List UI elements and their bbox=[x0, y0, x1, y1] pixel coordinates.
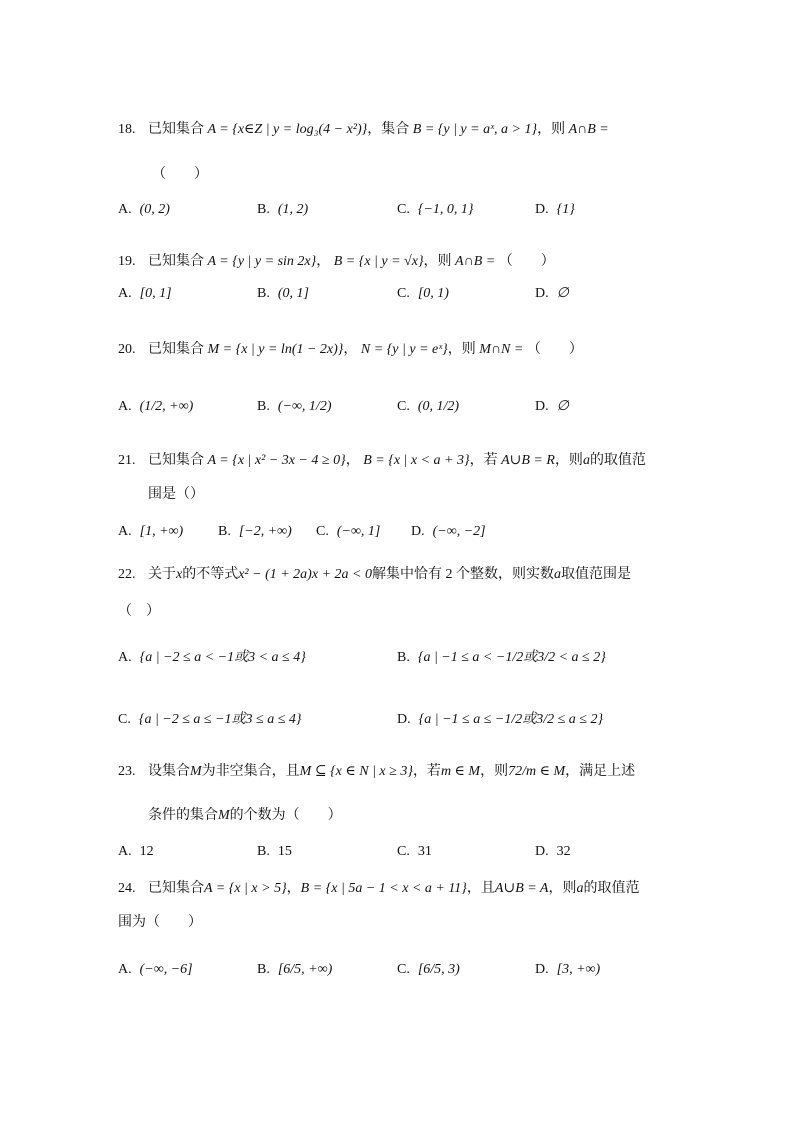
q23-option-b[interactable] bbox=[257, 842, 292, 862]
q19-option-a[interactable] bbox=[118, 284, 172, 304]
q18-option-c[interactable] bbox=[397, 200, 474, 220]
q18-set-b: B = {y | y = aˣ, a > 1} bbox=[412, 122, 538, 137]
option-value: [6/5, 3) bbox=[417, 962, 460, 977]
q24-end2: 围为（ ） bbox=[118, 915, 202, 930]
q24-sep: ， bbox=[286, 881, 301, 896]
q18-option-b[interactable] bbox=[257, 200, 308, 220]
option-label: C. bbox=[397, 844, 410, 859]
q23-end2c: 的个数为（ ） bbox=[229, 808, 342, 823]
option-value: (1, 2) bbox=[277, 202, 309, 217]
option-label: D. bbox=[397, 712, 411, 727]
q23-mid2: ，若 bbox=[412, 764, 441, 779]
option-label: A. bbox=[118, 844, 132, 859]
option-label: A. bbox=[118, 399, 132, 414]
q21-set-b: B = {x | x < a + 3} bbox=[363, 453, 470, 468]
option-label: A. bbox=[118, 286, 132, 301]
q21-option-d[interactable] bbox=[411, 522, 486, 542]
q21-option-c[interactable] bbox=[316, 522, 380, 542]
option-value: {a | −1 ≤ a ≤ −1/2或3/2 ≤ a ≤ 2} bbox=[418, 712, 604, 727]
q20-stem bbox=[118, 340, 583, 360]
q24-set-b: B = {x | 5a − 1 < x < a + 11} bbox=[300, 881, 467, 896]
q18-expr: A∩B = bbox=[568, 122, 609, 137]
q19-lead: 已知集合 bbox=[148, 254, 204, 269]
q23-condition: m ∈ M bbox=[440, 764, 481, 779]
option-value: 15 bbox=[277, 844, 292, 859]
option-value: {−1, 0, 1} bbox=[417, 202, 474, 217]
q21-lead: 已知集合 bbox=[148, 453, 204, 468]
q19-set-b: B = {x | y = √x} bbox=[333, 254, 424, 269]
q19-sep: ， bbox=[316, 254, 331, 269]
q23-stem bbox=[118, 762, 635, 782]
q24-tail: ，则 bbox=[548, 881, 577, 896]
q21-condition: A∪B = R bbox=[501, 453, 555, 468]
option-value: [3, +∞) bbox=[556, 962, 601, 977]
q23-mid3: ，则 bbox=[480, 764, 509, 779]
q22-tail: 解集中恰有 2 个整数，则实数 bbox=[371, 567, 554, 582]
q20-lead: 已知集合 bbox=[148, 342, 204, 357]
q21-sep: ， bbox=[345, 453, 360, 468]
q20-set-m: M = {x | y = ln(1 − 2x)} bbox=[207, 342, 344, 357]
q21-var: a bbox=[582, 453, 590, 468]
q21-end1: 的取值范 bbox=[589, 453, 646, 468]
q22-stem bbox=[118, 565, 631, 585]
option-label: C. bbox=[118, 712, 131, 727]
q23-lead: 设集合 bbox=[148, 764, 190, 779]
q24-number: 24. bbox=[118, 881, 136, 896]
q22-option-d[interactable] bbox=[397, 710, 603, 730]
q23-var: M bbox=[190, 764, 202, 779]
q20-tail: ，则 bbox=[447, 342, 476, 357]
q20-sep: ， bbox=[343, 342, 358, 357]
q21-option-b[interactable] bbox=[218, 522, 292, 542]
option-label: D. bbox=[535, 399, 549, 414]
q22-number: 22. bbox=[118, 567, 136, 582]
option-label: A. bbox=[118, 962, 132, 977]
option-value: (0, 1] bbox=[277, 286, 309, 301]
option-label: D. bbox=[535, 844, 549, 859]
q23-condition2: 72/m ∈ M bbox=[508, 764, 566, 779]
option-label: C. bbox=[316, 524, 329, 539]
option-label: D. bbox=[535, 286, 549, 301]
q24-set-a: A = {x | x > 5} bbox=[204, 881, 287, 896]
option-value: (−∞, 1/2) bbox=[277, 399, 332, 414]
q21-tail: ，则 bbox=[554, 453, 583, 468]
q22-var2: a bbox=[553, 567, 561, 582]
q21-option-a[interactable] bbox=[118, 522, 183, 542]
q23-number: 23. bbox=[118, 764, 136, 779]
option-label: D. bbox=[535, 962, 549, 977]
option-value: 31 bbox=[417, 844, 432, 859]
q18-set-a: A = {x∈Z | y = log₃(4 − x²)} bbox=[207, 122, 368, 137]
q22-inequality: x² − (1 + 2a)x + 2a < 0 bbox=[238, 567, 372, 582]
option-label: B. bbox=[257, 399, 270, 414]
q18-lead: 已知集合 bbox=[148, 122, 204, 137]
q18-number: 18. bbox=[118, 122, 136, 137]
option-label: B. bbox=[218, 524, 231, 539]
q23-option-c[interactable] bbox=[397, 842, 432, 862]
q22-option-a[interactable] bbox=[118, 648, 306, 668]
q24-stem bbox=[118, 879, 640, 899]
option-value: {a | −2 ≤ a ≤ −1或3 ≤ a ≤ 4} bbox=[138, 712, 302, 727]
q24-end1: 的取值范 bbox=[583, 881, 640, 896]
q24-condition: A∪B = A bbox=[494, 881, 549, 896]
q18-paren: （ ） bbox=[152, 167, 208, 182]
option-value: [0, 1) bbox=[417, 286, 449, 301]
option-value: ∅ bbox=[556, 286, 569, 301]
q22-end: 取值范围是 bbox=[560, 567, 631, 582]
option-value: {a | −2 ≤ a < −1或3 < a ≤ 4} bbox=[139, 650, 306, 665]
q19-tail: ，则 bbox=[423, 254, 452, 269]
q22-var: x bbox=[176, 567, 183, 582]
q20-option-d[interactable] bbox=[535, 397, 569, 417]
q24-mid: ，且 bbox=[466, 881, 495, 896]
option-value: [6/5, +∞) bbox=[277, 962, 333, 977]
option-value: (0, 2) bbox=[139, 202, 170, 217]
q18-option-d[interactable] bbox=[535, 200, 575, 220]
option-label: C. bbox=[397, 962, 410, 977]
q19-option-b[interactable] bbox=[257, 284, 309, 304]
q24-option-c[interactable] bbox=[397, 960, 460, 980]
option-label: A. bbox=[118, 650, 132, 665]
option-label: B. bbox=[257, 844, 270, 859]
q23-var-m: M bbox=[218, 808, 230, 823]
option-value: 12 bbox=[139, 844, 154, 859]
option-value: {1} bbox=[556, 202, 575, 217]
option-value: (1/2, +∞) bbox=[139, 399, 194, 414]
q23-end2a: 条件的集合 bbox=[148, 808, 218, 823]
q20-set-n: N = {y | y = eˣ} bbox=[360, 342, 448, 357]
q22-option-c[interactable] bbox=[118, 710, 302, 730]
q18-tail: ，则 bbox=[537, 122, 566, 137]
option-label: A. bbox=[118, 524, 132, 539]
q22-option-b[interactable] bbox=[397, 648, 606, 668]
q20-expr: M∩N = bbox=[479, 342, 524, 357]
option-value: (−∞, −6] bbox=[139, 962, 193, 977]
q20-paren: （ ） bbox=[526, 342, 583, 357]
q22-mid: 的不等式 bbox=[182, 567, 239, 582]
q22-lead: 关于 bbox=[148, 567, 176, 582]
q23-option-d[interactable] bbox=[535, 842, 571, 862]
q19-paren: （ ） bbox=[498, 254, 555, 269]
q24-var: a bbox=[576, 881, 584, 896]
q21-mid: ，若 bbox=[469, 453, 498, 468]
q24-option-a[interactable] bbox=[118, 960, 193, 980]
option-value: [−2, +∞) bbox=[238, 524, 292, 539]
q21-stem bbox=[118, 451, 646, 471]
q19-option-d[interactable] bbox=[535, 284, 569, 304]
option-label: B. bbox=[257, 286, 270, 301]
q21-set-a: A = {x | x² − 3x − 4 ≥ 0} bbox=[207, 453, 346, 468]
q18-stem bbox=[118, 120, 609, 140]
q21-end2: 围是（） bbox=[148, 487, 204, 502]
option-label: B. bbox=[397, 650, 410, 665]
q23-stem-line2 bbox=[148, 806, 342, 826]
q24-option-d[interactable] bbox=[535, 960, 600, 980]
q20-option-b[interactable] bbox=[257, 397, 332, 417]
q19-set-a: A = {y | y = sin 2x} bbox=[207, 254, 317, 269]
q24-lead: 已知集合 bbox=[148, 881, 204, 896]
option-value: {a | −1 ≤ a < −1/2或3/2 < a ≤ 2} bbox=[417, 650, 606, 665]
option-value: ∅ bbox=[556, 399, 569, 414]
option-value: [1, +∞) bbox=[139, 524, 184, 539]
option-label: D. bbox=[411, 524, 425, 539]
option-label: C. bbox=[397, 399, 410, 414]
q19-number: 19. bbox=[118, 254, 136, 269]
q20-option-c[interactable] bbox=[397, 397, 459, 417]
q18-option-a[interactable] bbox=[118, 200, 170, 220]
option-value: (−∞, −2] bbox=[432, 524, 486, 539]
q20-option-a[interactable] bbox=[118, 397, 193, 417]
q23-option-a[interactable] bbox=[118, 842, 154, 862]
option-value: [0, 1] bbox=[139, 286, 172, 301]
q23-subset: M ⊆ {x ∈ N | x ≥ 3} bbox=[299, 764, 413, 779]
option-label: C. bbox=[397, 202, 410, 217]
q23-mid: 为非空集合，且 bbox=[201, 764, 300, 779]
q19-stem bbox=[118, 252, 555, 272]
q19-option-c[interactable] bbox=[397, 284, 449, 304]
q19-expr: A∩B = bbox=[455, 254, 496, 269]
q23-end1: ，满足上述 bbox=[565, 764, 636, 779]
option-label: A. bbox=[118, 202, 132, 217]
option-value: (−∞, 1] bbox=[336, 524, 381, 539]
q20-number: 20. bbox=[118, 342, 136, 357]
option-value: (0, 1/2) bbox=[417, 399, 460, 414]
q21-number: 21. bbox=[118, 453, 136, 468]
option-label: B. bbox=[257, 202, 270, 217]
option-label: C. bbox=[397, 286, 410, 301]
option-label: D. bbox=[535, 202, 549, 217]
q24-option-b[interactable] bbox=[257, 960, 332, 980]
q22-paren: （ ） bbox=[118, 604, 160, 619]
q18-mid: ，集合 bbox=[367, 122, 410, 137]
option-label: B. bbox=[257, 962, 270, 977]
option-value: 32 bbox=[556, 844, 571, 859]
